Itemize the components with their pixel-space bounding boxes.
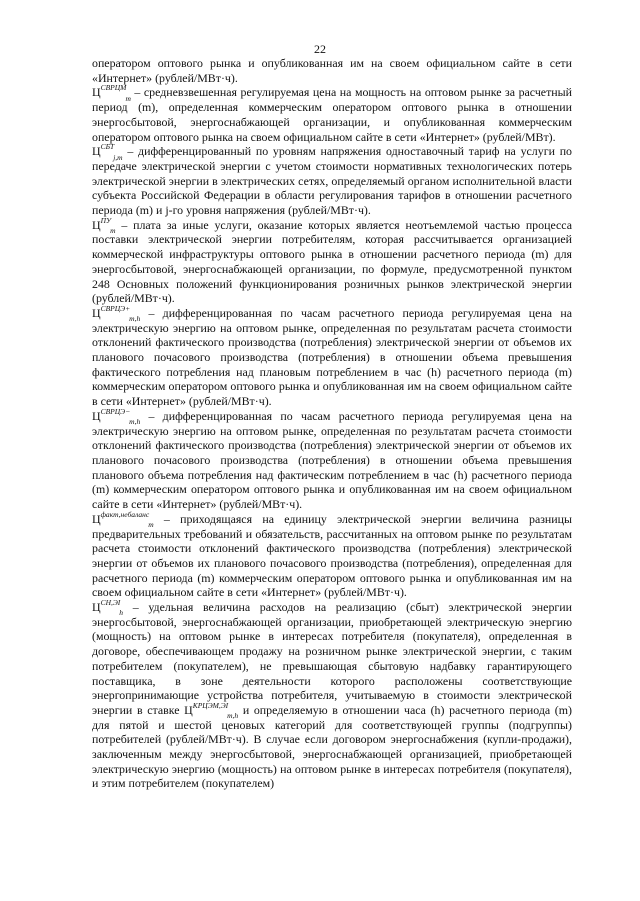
formula-symbol: $Ц^{ПУ}_m$: [92, 215, 116, 236]
formula-symbol: $Ц^{СВРЦЭ-}_{m,h}$: [92, 406, 141, 427]
formula-symbol: $Ц^{СВРЦМ}_m$: [92, 83, 131, 103]
inline-formula-symbol: $Ц^{КРЦЭМ,ЭI}_{m,h}$: [184, 700, 239, 721]
definition-text: – дифференцированная по часам расчетного периода регулируемая цена на электрическую энергию на оптовом рынке, определенная по результатам расчета стоимости отклонений фактического производства (потребления) электрической энергии от объемов их планового почасового производства (потребления) в отношении объема превышения планового объема потребления над фактическим потреблением в час (h) расчетного периода (m) коммерческим оператором оптового рынка и опубликованная им на своем официальном сайте в сети «Интернет» (рублей/МВт·ч).: [92, 408, 572, 512]
definition-pu: [92, 215, 572, 306]
formula-symbol: $Ц^{СН,ЭI}_h$: [92, 598, 124, 618]
definition-svrce-plus: [92, 303, 572, 409]
formula-symbol: $Ц^{СБТ}_{j,m}$: [92, 142, 123, 162]
paragraph-text: оператором оптового рынка и опубликованная им на своем официальном сайте в сети «Интернет» (рублей/МВт·ч).: [92, 56, 572, 85]
definition-text: – плата за иные услуги, оказание которых является неотъемлемой частью процесса поставки электрической энергии потребителям, которая рассчитывается организацией коммерческой инфраструктуры оптового рынка в отношении расчетного периода (m) для энергосбытовой, энергоснабжающей организации, по формуле, предусмотренной пунктом 248 Основных положений функционирования розничных рынков электрической энергии (рублей/МВт·ч).: [92, 217, 572, 306]
definition-text: – средневзвешенная регулируемая цена на мощность на оптовом рынке за расчетный период (m), определенная коммерческим оператором оптового рынка в отношении энергосбытовой, энергоснабжающей организации, и опубликованная коммерческим оператором оптового рынка на своем официальном сайте в сети «Интернет» (рублей/МВт).: [92, 85, 572, 144]
formula-symbol: $Ц^{факт,небаланс}_m$: [92, 509, 154, 530]
definition-fakt-nebalans: [92, 509, 572, 600]
definition-text: – приходящаяся на единицу электрической энергии величина разницы предварительных требований и обязательств, рассчитанных на оптовом рынке по результатам расчета стоимости отклонений фактического производства (потребления) электрической энергии от объемов их планового почасового производства (потребления), определенная для расчетного периода (m) коммерческим оператором оптового рынка и опубликованная им на своем официальном сайте в сети «Интернет» (рублей/МВт·ч).: [92, 511, 572, 600]
paragraph-continuation: [92, 56, 572, 85]
definition-sn-ei: [92, 600, 572, 791]
definition-sbt: [92, 144, 572, 218]
definition-text: – удельная величина расходов на реализацию (сбыт) электрической энергии энергосбытовой, энергоснабжающей организации, приобретающей электрическую энергию (мощность) на оптовом рынке в интересах потребителя (покупателя), определенная в договоре, обеспечивающем продажу на розничном рынке электрической энергии, с таким потребителем (покупателем), не превышающая сбытовую надбавку гарантирующего поставщика, в зоне деятельности которого расположены соответствующие энергопринимающие устройства потребителя, учитываемую в стоимости электрической энергии в ставке: [92, 600, 572, 717]
page-body: [92, 56, 572, 791]
definition-svrcm: [92, 85, 572, 144]
definition-text: – дифференцированная по часам расчетного периода регулируемая цена на электрическую энергию на оптовом рынке, определенная по результатам расчета стоимости отклонений фактического производства (потребления) электрической энергии от объемов их планового почасового производства (потребления) в отношении объема превышения фактического потребления над плановым потреблением в час (h) расчетного периода (m) коммерческим оператором оптового рынка и опубликованная им на своем официальном сайте в сети «Интернет» (рублей/МВт·ч).: [92, 305, 572, 409]
definition-text-continued: и определяемую в отношении часа (h) расчетного периода (m) для пятой и шестой ценовых категорий для соответствующей группы (подгруппы) потребителей (рублей/МВт·ч). В случае если договором энергоснабжения (купли-продажи), заключенным между энергосбытовой, энергоснабжающей организацией, приобретающей электрическую энергию (мощность) на оптовом рынке в интересах потребителя (покупателя), и этим потребителем (покупателем): [92, 702, 572, 791]
formula-symbol: $Ц^{СВРЦЭ+}_{m,h}$: [92, 303, 141, 324]
definition-svrce-minus: [92, 406, 572, 512]
page-number: 22: [314, 42, 326, 56]
definition-text: – дифференцированный по уровням напряжения одноставочный тариф на услуги по передаче электрической энергии с учетом стоимости нормативных технологических потерь электрической энергии в электрических сетях, определяемый органом исполнительной власти субъекта Российской Федерации в области регулирования тарифов в отношении расчетного периода (m) и j-го уровня напряжения (рублей/МВт·ч).: [92, 144, 572, 218]
